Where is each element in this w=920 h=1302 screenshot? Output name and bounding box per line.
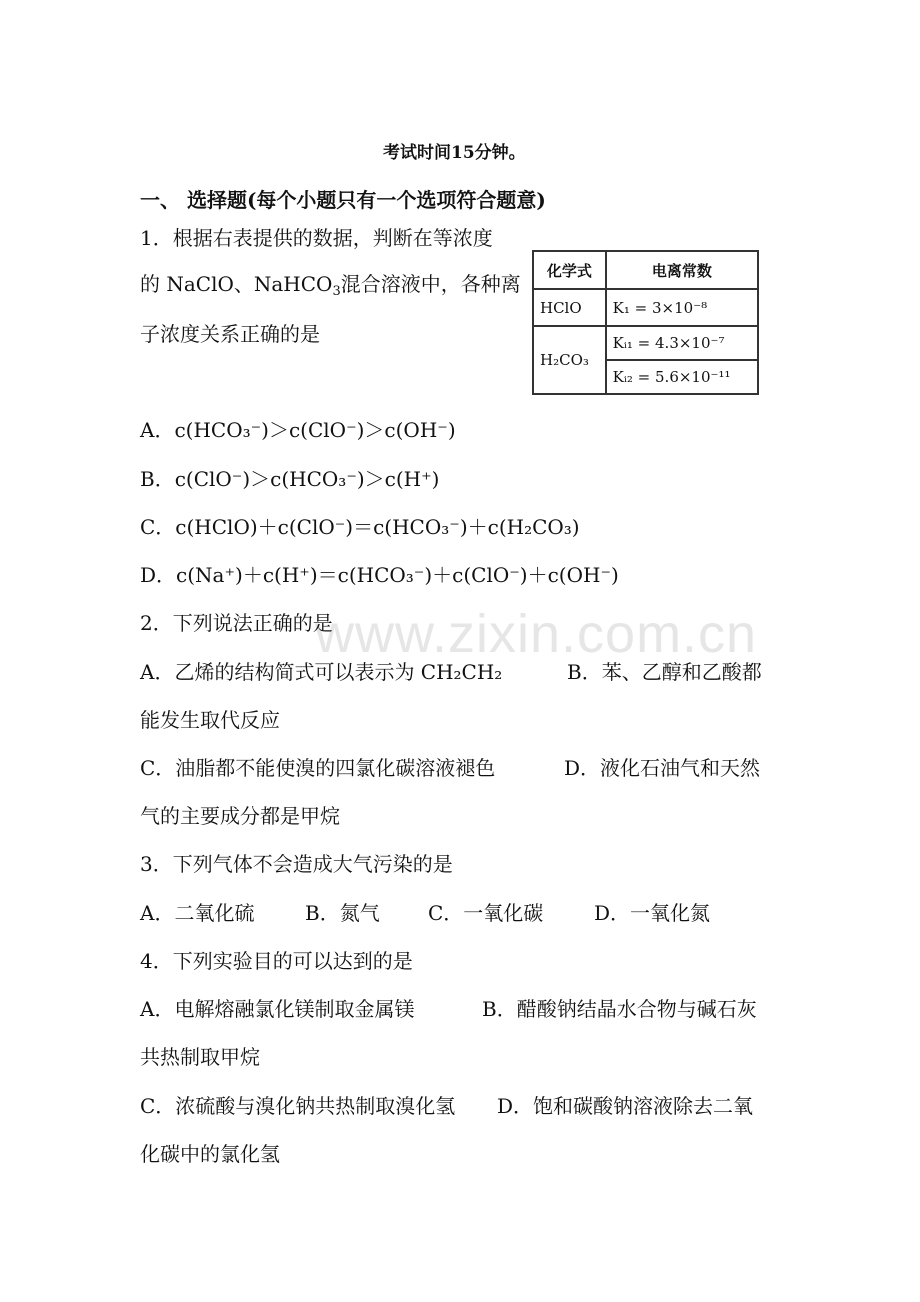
q1-stem-line2: 的 NaClO、NaHCO$_3$混合溶液中，各种离 (140, 272, 521, 299)
q1-option-d[interactable]: D．c(Na⁺)＋c(H⁺)＝c(HCO₃⁻)＋c(ClO⁻)＋c(OH⁻) (140, 563, 619, 587)
table-cell-h2co3-k2: Kᵢ₂ = 5.6×10⁻¹¹ (606, 360, 758, 394)
q1-option-c[interactable]: C．c(HClO)＋c(ClO⁻)＝c(HCO₃⁻)＋c(H₂CO₃) (140, 515, 580, 539)
table-header-constant: 电离常数 (606, 251, 758, 289)
q4-option-a[interactable]: A．电解熔融氯化镁制取金属镁 (140, 997, 415, 1021)
q2-option-c[interactable]: C．油脂都不能使溴的四氯化碳溶液褪色 (140, 756, 496, 780)
q3-option-b[interactable]: B．氮气 (305, 901, 380, 925)
q3-option-a[interactable]: A．二氧化硫 (140, 901, 255, 925)
q1-option-b[interactable]: B．c(ClO⁻)＞c(HCO₃⁻)＞c(H⁺) (140, 467, 440, 491)
q4-option-d[interactable]: D．饱和碳酸钠溶液除去二氧 (497, 1094, 754, 1118)
watermark: www.zixin.com.cn (315, 604, 758, 664)
q3-option-c[interactable]: C．一氧化碳 (428, 901, 544, 925)
q3-option-d[interactable]: D．一氧化氮 (594, 901, 711, 925)
q1-option-a[interactable]: A．c(HCO₃⁻)＞c(ClO⁻)＞c(OH⁻) (140, 418, 456, 442)
q2-option-d-cont: 气的主要成分都是甲烷 (140, 804, 340, 828)
q4-option-d-cont: 化碳中的氯化氢 (140, 1142, 280, 1166)
q4-option-b[interactable]: B．醋酸钠结晶水合物与碱石灰 (482, 997, 757, 1021)
q2-stem: 2．下列说法正确的是 (140, 611, 333, 635)
q4-stem: 4．下列实验目的可以达到的是 (140, 949, 413, 973)
q4-option-c[interactable]: C．浓硫酸与溴化钠共热制取溴化氢 (140, 1094, 456, 1118)
section-title: 一、 选择题(每个小题只有一个选项符合题意) (140, 188, 546, 212)
table-cell-hclo-k: K₁ = 3×10⁻⁸ (606, 289, 758, 326)
q2-option-b-cont: 能发生取代反应 (140, 708, 280, 732)
q4-option-b-cont: 共热制取甲烷 (140, 1045, 260, 1069)
q2-option-b[interactable]: B．苯、乙醇和乙酸都 (567, 660, 762, 684)
table-cell-h2co3-k1: Kᵢ₁ = 4.3×10⁻⁷ (606, 326, 758, 360)
exam-time: 考试时间15分钟。 (383, 143, 526, 163)
q3-stem: 3．下列气体不会造成大气污染的是 (140, 852, 453, 876)
q1-stem-line1: 1．根据右表提供的数据，判断在等浓度 (140, 226, 493, 250)
table-cell-h2co3: H₂CO₃ (533, 326, 606, 394)
table-header-formula: 化学式 (533, 251, 606, 289)
q2-option-a[interactable]: A．乙烯的结构简式可以表示为 CH₂CH₂ (140, 660, 503, 684)
q1-stem-line3: 子浓度关系正确的是 (140, 322, 320, 346)
table-cell-hclo: HClO (533, 289, 606, 326)
ionization-constant-table (532, 250, 759, 395)
q2-option-d[interactable]: D．液化石油气和天然 (564, 756, 761, 780)
